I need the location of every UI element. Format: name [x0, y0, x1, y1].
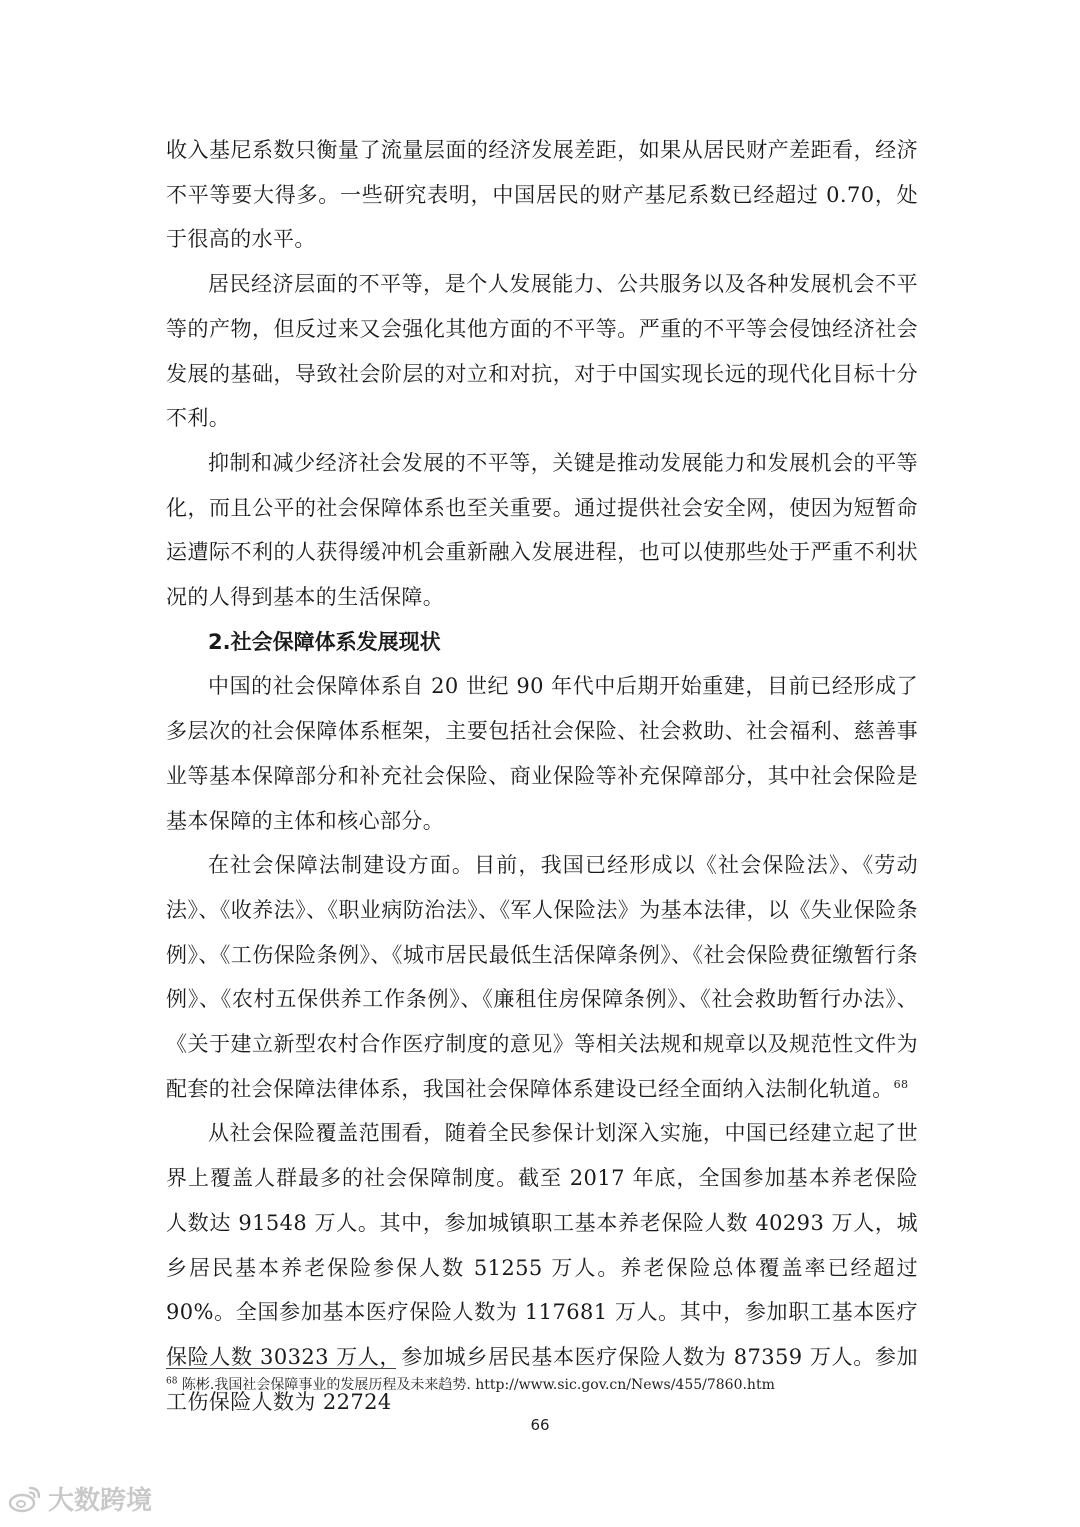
watermark: [8, 1480, 152, 1517]
paragraph-2: 居民经济层面的不平等，是个人发展能力、公共服务以及各种发展机会不平等的产物，但反过来又会强化其他方面的不平等。严重的不平等会侵蚀经济社会发展的基础，导致社会阶层的对立和对抗，对于中国实现长远的现代化目标十分不利。: [166, 272, 918, 431]
paragraph-3: 抑制和减少经济社会发展的不平等，关键是推动发展能力和发展机会的平等化，而且公平的社会保障体系也至关重要。通过提供社会安全网，使因为短暂命运遭际不利的人获得缓冲机会重新融入发展进程，也可以使那些处于严重不利状况的人得到基本的生活保障。: [166, 450, 918, 610]
paragraph-5-text: 在社会保障法制建设方面。目前，我国已经形成以《社会保险法》、《劳动法》、《收养法》、《职业病防治法》、《军人保险法》为基本法律，以《失业保险条例》、《工伤保险条例》、《城市居民最低生活保障条例》、《社会保险费征缴暂行条例》、《农村五保供养工作条例》、《廉租住房保障条例》、《社会救助暂行办法》、《关于建立新型农村合作医疗制度的意见》等相关法规和规章以及规范性文件为配套的社会保障法律体系，我国社会保障体系建设已经全面纳入法制化轨道。: [166, 853, 918, 1101]
paragraph-1: 收入基尼系数只衡量了流量层面的经济发展差距，如果从居民财产差距看，经济不平等要大得多。一些研究表明，中国居民的财产基尼系数已经超过 0.70，处于很高的水平。: [166, 138, 918, 252]
footnote-divider: [166, 1368, 396, 1369]
page-number: 66: [530, 1416, 550, 1434]
footnote: [166, 1375, 926, 1395]
paragraph-6: 从社会保险覆盖范围看，随着全民参保计划深入实施，中国已经建立起了世界上覆盖人群最多的社会保障制度。截至 2017 年底，全国参加基本养老保险人数达 91548 万人。其中，参加城镇职工基本养老保险人数 40293 万人，城乡居民基本养老保险参保人数 51255 万人。养老保险总体覆盖率已经超过 90%。全国参加基本医疗保险人数为 117681 万人。其中，参加职工基本医疗保险人数 30323 万人，参加城乡居民基本医疗保险人数为 87359 万人。参加工伤保险人数为 22724: [166, 1121, 918, 1414]
footnote-reference[interactable]: 68: [893, 1077, 909, 1091]
body-text: [166, 128, 918, 1424]
paragraph-5: [166, 843, 918, 1111]
watermark-text: 大数跨境: [48, 1486, 153, 1516]
paragraph-4: 中国的社会保障体系自 20 世纪 90 年代中后期开始重建，目前已经形成了多层次的社会保障体系框架，主要包括社会保险、社会救助、社会福利、慈善事业等基本保障部分和补充社会保险、商业保险等补充保障部分，其中社会保险是基本保障的主体和核心部分。: [166, 674, 918, 833]
section-heading: 2.社会保障体系发展现状: [208, 629, 441, 654]
weibo-logo-icon: [8, 1484, 42, 1514]
footnote-number: 68: [166, 1376, 178, 1387]
footnote-text: 陈彬.我国社会保障事业的发展历程及未来趋势. http://www.sic.gov.cn/News/455/7860.htm: [181, 1377, 775, 1393]
